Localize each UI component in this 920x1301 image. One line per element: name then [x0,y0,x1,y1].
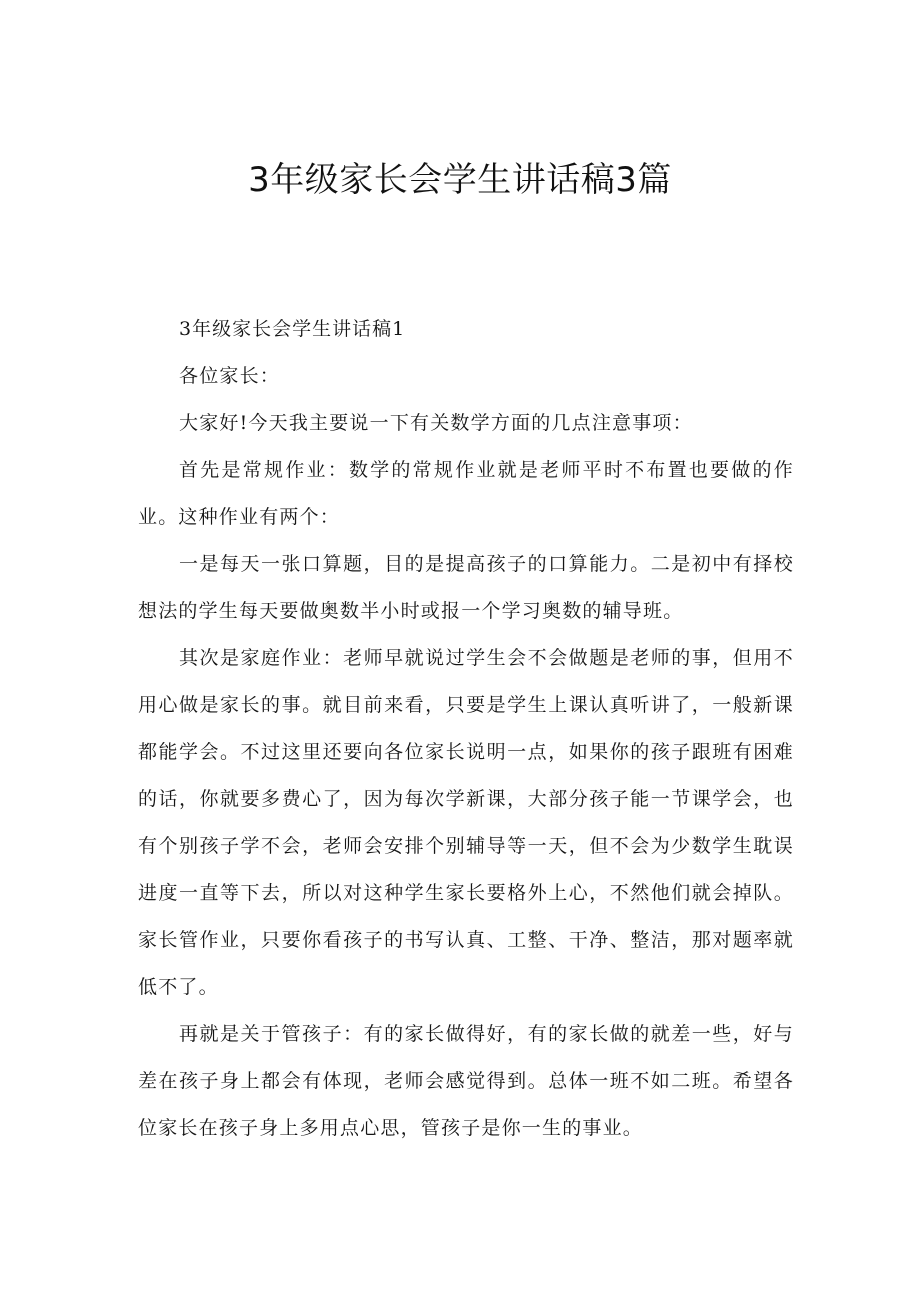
routine-homework-paragraph: 首先是常规作业：数学的常规作业就是老师平时不布置也要做的作业。这种作业有两个： [138,459,794,528]
oral-calculation-paragraph: 一是每天一张口算题，目的是提高孩子的口算能力。二是初中有择校想法的学生每天要做奥数半小时或报一个学习奥数的辅导班。 [138,553,794,622]
greeting-paragraph: 大家好!今天我主要说一下有关数学方面的几点注意事项： [179,412,693,434]
section-heading: 3年级家长会学生讲话稿1 [179,318,406,340]
managing-children-paragraph: 再就是关于管孩子：有的家长做得好，有的家长做的就差一些，好与差在孩子身上都会有体现，老师会感觉得到。总体一班不如二班。希望各位家长在孩子身上多用点心思，管孩子是你一生的事业。 [138,1023,794,1139]
document-body [138,306,794,1152]
salutation: 各位家长： [179,365,281,387]
family-homework-paragraph: 其次是家庭作业：老师早就说过学生会不会做题是老师的事，但用不用心做是家长的事。就目前来看，只要是学生上课认真听讲了，一般新课都能学会。不过这里还要向各位家长说明一点，如果你的孩子跟班有困难的话，你就要多费心了，因为每次学新课，大部分孩子能一节课学会，也有个别孩子学不会，老师会安排个别辅导等一天，但不会为少数学生耽误进度一直等下去，所以对这种学生家长要格外上心，不然他们就会掉队。家长管作业，只要你看孩子的书写认真、工整、干净、整洁，那对题率就低不了。 [138,647,794,998]
document-title: 3年级家长会学生讲话稿3篇 [248,160,672,200]
